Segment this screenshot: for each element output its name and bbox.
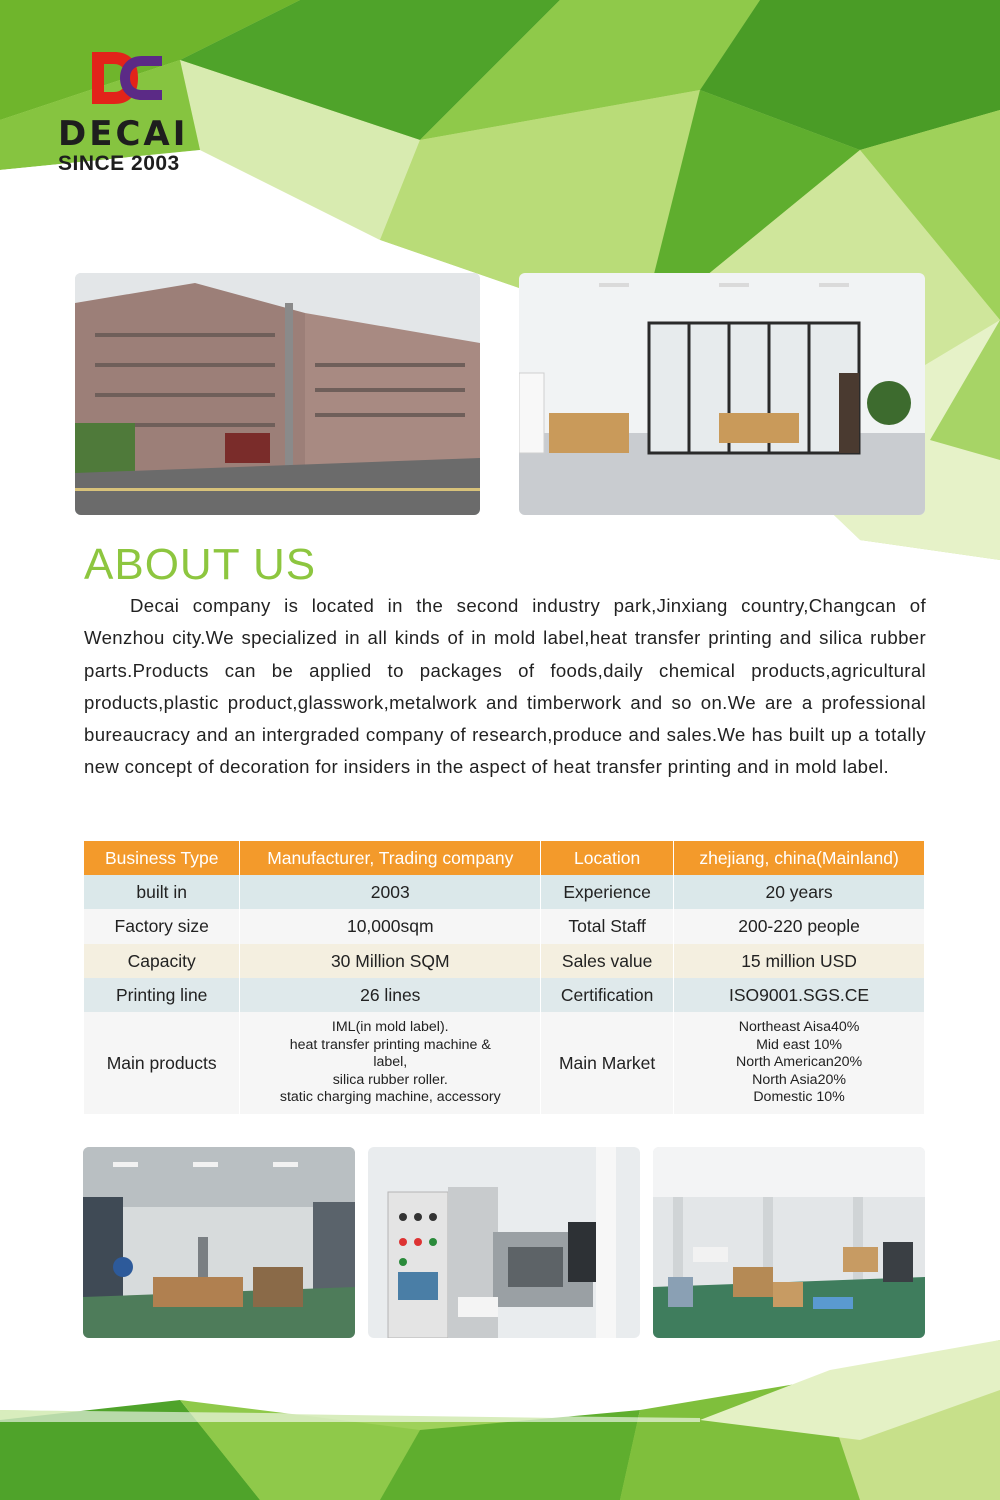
table-cell: 200-220 people — [674, 909, 925, 944]
office-interior-photo — [519, 273, 925, 515]
table-cell: 30 Million SQM — [240, 944, 541, 978]
table-cell: built in — [84, 875, 240, 909]
market-line: North American20% — [735, 1054, 863, 1071]
table-cell: ISO9001.SGS.CE — [674, 978, 925, 1012]
printing-machine-photo — [368, 1147, 640, 1338]
decai-logo — [58, 48, 208, 176]
about-us-paragraph — [84, 590, 926, 784]
table-cell: Printing line — [84, 978, 240, 1012]
table-row — [84, 978, 925, 1012]
product-line: static charging machine, accessory — [279, 1089, 501, 1106]
market-line: Domestic 10% — [753, 1089, 845, 1106]
table-cell: Capacity — [84, 944, 240, 978]
table-cell: 20 years — [674, 875, 925, 909]
warehouse-photo — [653, 1147, 925, 1338]
table-cell: zhejiang, china(Mainland) — [674, 841, 925, 875]
workshop-photo — [83, 1147, 355, 1338]
main-products-label: Main products — [84, 1012, 240, 1114]
table-cell: Business Type — [84, 841, 240, 875]
table-cell: Factory size — [84, 909, 240, 944]
product-line: IML(in mold label). — [331, 1019, 449, 1036]
main-products-list — [240, 1012, 541, 1114]
brand-name: DECAI — [58, 114, 189, 154]
table-cell: 26 lines — [240, 978, 541, 1012]
dc-monogram-icon — [88, 48, 166, 108]
table-cell: 10,000sqm — [240, 909, 541, 944]
table-row — [84, 875, 925, 909]
brand-since: SINCE 2003 — [58, 152, 180, 175]
company-info-table — [84, 841, 925, 1114]
main-market-label: Main Market — [541, 1012, 674, 1114]
about-us-text: Decai company is located in the second industry park,Jinxiang country,Changcan of Wenzhou city.We specialized in all kinds of in mold label,heat transfer printing and silica rubber parts.Products can be applied to packages of foods,daily chemical products,agricultural products,plastic product,glasswork,metalwork and timberwork and so on.We are a professional bureaucracy and an intergraded company of research,produce and sales.We has built up a totally new concept of decoration for insiders in the aspect of heat transfer printing and in mold label. — [84, 595, 926, 778]
main-market-list — [674, 1012, 925, 1114]
table-row — [84, 1012, 925, 1114]
table-cell: Manufacturer, Trading company — [240, 841, 541, 875]
market-line: Northeast Aisa40% — [738, 1019, 860, 1036]
table-row — [84, 841, 925, 875]
bottom-green-background — [0, 1310, 1000, 1500]
factory-building-photo — [75, 273, 480, 515]
about-us-heading: ABOUT US — [84, 540, 317, 589]
table-cell: Location — [541, 841, 674, 875]
table-cell: 2003 — [240, 875, 541, 909]
table-cell: 15 million USD — [674, 944, 925, 978]
table-row — [84, 909, 925, 944]
table-row — [84, 944, 925, 978]
table-cell: Certification — [541, 978, 674, 1012]
product-line: silica rubber roller. — [332, 1071, 448, 1088]
product-line: heat transfer printing machine & — [289, 1036, 491, 1053]
product-line: label, — [373, 1054, 408, 1071]
table-cell: Total Staff — [541, 909, 674, 944]
market-line: Mid east 10% — [756, 1036, 843, 1053]
table-cell: Experience — [541, 875, 674, 909]
market-line: North Asia20% — [752, 1071, 846, 1088]
table-cell: Sales value — [541, 944, 674, 978]
